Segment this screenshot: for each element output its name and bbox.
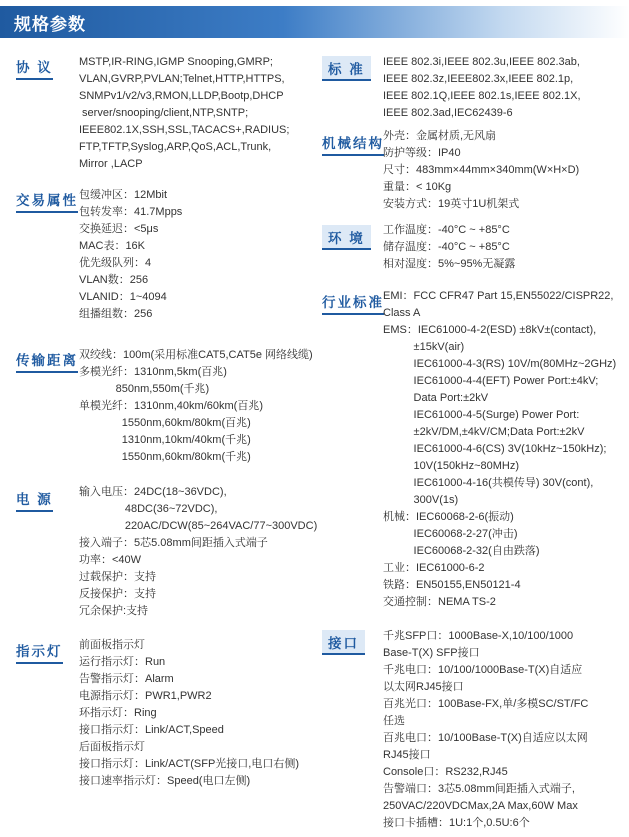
section-label-interface: 接口	[322, 630, 365, 655]
page-title: 规格参数	[14, 15, 86, 34]
spec-line: IEEE 802.3ad,IEC62439-6	[383, 107, 513, 119]
spec-line: 储存温度：-40°C ~ +85°C	[383, 241, 510, 253]
section-body-power	[79, 484, 317, 620]
spec-line: 告警端口：3芯5.08mm间距插入式端子,	[383, 783, 575, 795]
spec-line: 千兆电口：10/100/1000Base-T(X)自适应	[383, 664, 583, 676]
spec-line: VLAN,GVRP,PVLAN;Telnet,HTTP,HTTPS,	[79, 73, 285, 85]
section-body-protocol	[79, 54, 289, 173]
spec-line: FTP,TFTP,Syslog,ARP,QoS,ACL,Trunk,	[79, 141, 272, 153]
spec-line: IEEE 802.3i,IEEE 802.3u,IEEE 802.3ab,	[383, 56, 580, 68]
spec-line: 多模光纤：1310nm,5km(百兆)	[79, 366, 227, 378]
section-label-industry: 行业标准	[322, 291, 384, 315]
section-body-standard	[383, 54, 581, 122]
spec-line: IEC61000-4-5(Surge) Power Port:	[383, 409, 580, 421]
spec-line: Mirror ,LACP	[79, 158, 143, 170]
spec-line: RJ45接口	[383, 749, 431, 761]
spec-line: 防护等级：IP40	[383, 147, 461, 159]
spec-line: 反接保护：支持	[79, 588, 156, 600]
spec-line: IEC61000-4-3(RS) 10V/m(80MHz~2GHz)	[383, 358, 617, 370]
spec-line: 任选	[383, 715, 405, 727]
spec-line: MAC表：16K	[79, 240, 146, 252]
spec-line: 接口指示灯：Link/ACT,Speed	[79, 724, 224, 736]
section-label-environment: 环 境	[322, 225, 371, 250]
section-label-protocol: 协 议	[16, 56, 53, 80]
spec-line: 功率：<40W	[79, 554, 142, 566]
spec-line: 环指示灯：Ring	[79, 707, 157, 719]
spec-line: 机械：IEC60068-2-6(振动)	[383, 511, 514, 523]
spec-line: 组播组数：256	[79, 308, 153, 320]
spec-line: EMS：IEC61000-4-2(ESD) ±8kV±(contact),	[383, 324, 597, 336]
spec-line: 外壳：金属材质,无风扇	[383, 130, 497, 142]
spec-line: IEC60068-2-32(自由跌落)	[383, 545, 540, 557]
section-label-power: 电 源	[16, 488, 53, 512]
spec-line: 单模光纤：1310nm,40km/60km(百兆)	[79, 400, 263, 412]
spec-line: SNMPv1/v2/v3,RMON,LLDP,Bootp,DHCP	[79, 90, 284, 102]
spec-line: ±15kV(air)	[383, 341, 465, 353]
spec-line: Base-T(X) SFP接口	[383, 647, 480, 659]
section-body-interface	[383, 628, 588, 832]
spec-line: 250VAC/220VDCMax,2A Max,60W Max	[383, 800, 578, 812]
spec-line: 接入端子：5芯5.08mm间距插入式端子	[79, 537, 268, 549]
spec-line: 冗余保护:支持	[79, 605, 149, 617]
spec-line: IEC60068-2-27(冲击)	[383, 528, 518, 540]
spec-line: 1550nm,60km/80km(千兆)	[79, 451, 251, 463]
spec-line: EMI：FCC CFR47 Part 15,EN55022/CISPR22,	[383, 290, 614, 302]
spec-line: Class A	[383, 307, 421, 319]
spec-line: 交换延迟：<5μs	[79, 223, 159, 235]
spec-line: 双绞线：100m(采用标准CAT5,CAT5e 网络线缆)	[79, 349, 313, 361]
spec-line: IEEE 802.3z,IEEE802.3x,IEEE 802.1p,	[383, 73, 574, 85]
section-label-indicator: 指示灯	[16, 640, 63, 664]
spec-line: VLAN数：256	[79, 274, 149, 286]
page-title-banner	[0, 6, 629, 38]
spec-line: 接口速率指示灯：Speed(电口左侧)	[79, 775, 251, 787]
spec-line: 铁路：EN50155,EN50121-4	[383, 579, 521, 591]
section-label-distance: 传输距离	[16, 349, 78, 373]
section-body-indicator	[79, 637, 299, 790]
spec-line: 重量：< 10Kg	[383, 181, 452, 193]
spec-line: 输入电压：24DC(18~36VDC),	[79, 486, 227, 498]
spec-line: 交通控制：NEMA TS-2	[383, 596, 496, 608]
spec-line: 电源指示灯：PWR1,PWR2	[79, 690, 212, 702]
spec-line: 过载保护：支持	[79, 571, 156, 583]
section-label-standard: 标 准	[322, 56, 371, 81]
spec-line: 1310nm,10km/40km(千兆)	[79, 434, 251, 446]
section-body-mechanical	[383, 128, 579, 213]
section-body-distance	[79, 347, 313, 466]
spec-line: IEC61000-4-16(共模传导) 30V(cont),	[383, 477, 594, 489]
spec-line: 包缓冲区：12Mbit	[79, 189, 168, 201]
spec-line: IEEE 802.1Q,IEEE 802.1s,IEEE 802.1X,	[383, 90, 581, 102]
section-body-switching	[79, 187, 182, 323]
spec-line: Data Port:±2kV	[383, 392, 489, 404]
spec-line: 安装方式：19英寸1U机架式	[383, 198, 520, 210]
spec-line: 相对湿度：5%~95%无凝露	[383, 258, 516, 270]
spec-line: VLANID：1~4094	[79, 291, 167, 303]
spec-line: 10V(150kHz~80MHz)	[383, 460, 520, 472]
spec-line: 48DC(36~72VDC),	[79, 503, 218, 515]
spec-line: MSTP,IR-RING,IGMP Snooping,GMRP;	[79, 56, 273, 68]
spec-line: 运行指示灯：Run	[79, 656, 166, 668]
section-body-industry	[383, 288, 616, 611]
spec-line: 告警指示灯：Alarm	[79, 673, 174, 685]
spec-line: 接口指示灯：Link/ACT(SFP光接口,电口右侧)	[79, 758, 300, 770]
spec-line: 1550nm,60km/80km(百兆)	[79, 417, 251, 429]
spec-line: 工业：IEC61000-6-2	[383, 562, 485, 574]
spec-line: 千兆SFP口：1000Base-X,10/100/1000	[383, 630, 574, 642]
spec-line: 220AC/DCW(85~264VAC/77~300VDC)	[79, 520, 318, 532]
spec-line: 优先级队列：4	[79, 257, 152, 269]
section-label-switching: 交易属性	[16, 189, 78, 213]
spec-line: IEC61000-4-6(CS) 3V(10kHz~150kHz);	[383, 443, 607, 455]
spec-line: 前面板指示灯	[79, 639, 145, 651]
spec-line: 后面板指示灯	[79, 741, 145, 753]
spec-line: Console口：RS232,RJ45	[383, 766, 508, 778]
spec-line: IEC61000-4-4(EFT) Power Port:±4kV;	[383, 375, 599, 387]
spec-line: server/snooping/client,NTP,SNTP;	[79, 107, 249, 119]
spec-line: 百兆电口：10/100Base-T(X)自适应以太网	[383, 732, 588, 744]
spec-line: 850nm,550m(千兆)	[79, 383, 210, 395]
section-body-environment	[383, 222, 515, 273]
spec-line: 工作温度：-40°C ~ +85°C	[383, 224, 510, 236]
spec-line: ±2kV/DM,±4kV/CM;Data Port:±2kV	[383, 426, 585, 438]
spec-line: 300V(1s)	[383, 494, 459, 506]
spec-line: 包转发率：41.7Mpps	[79, 206, 183, 218]
spec-line: 百兆光口：100Base-FX,单/多模SC/ST/FC	[383, 698, 589, 710]
spec-line: 以太网RJ45接口	[383, 681, 464, 693]
spec-line: IEEE802.1X,SSH,SSL,TACACS+,RADIUS;	[79, 124, 290, 136]
section-label-mechanical: 机械结构	[322, 132, 384, 156]
spec-line: 尺寸：483mm×44mm×340mm(W×H×D)	[383, 164, 580, 176]
spec-line: 接口卡插槽：1U:1个,0.5U:6个	[383, 817, 530, 829]
